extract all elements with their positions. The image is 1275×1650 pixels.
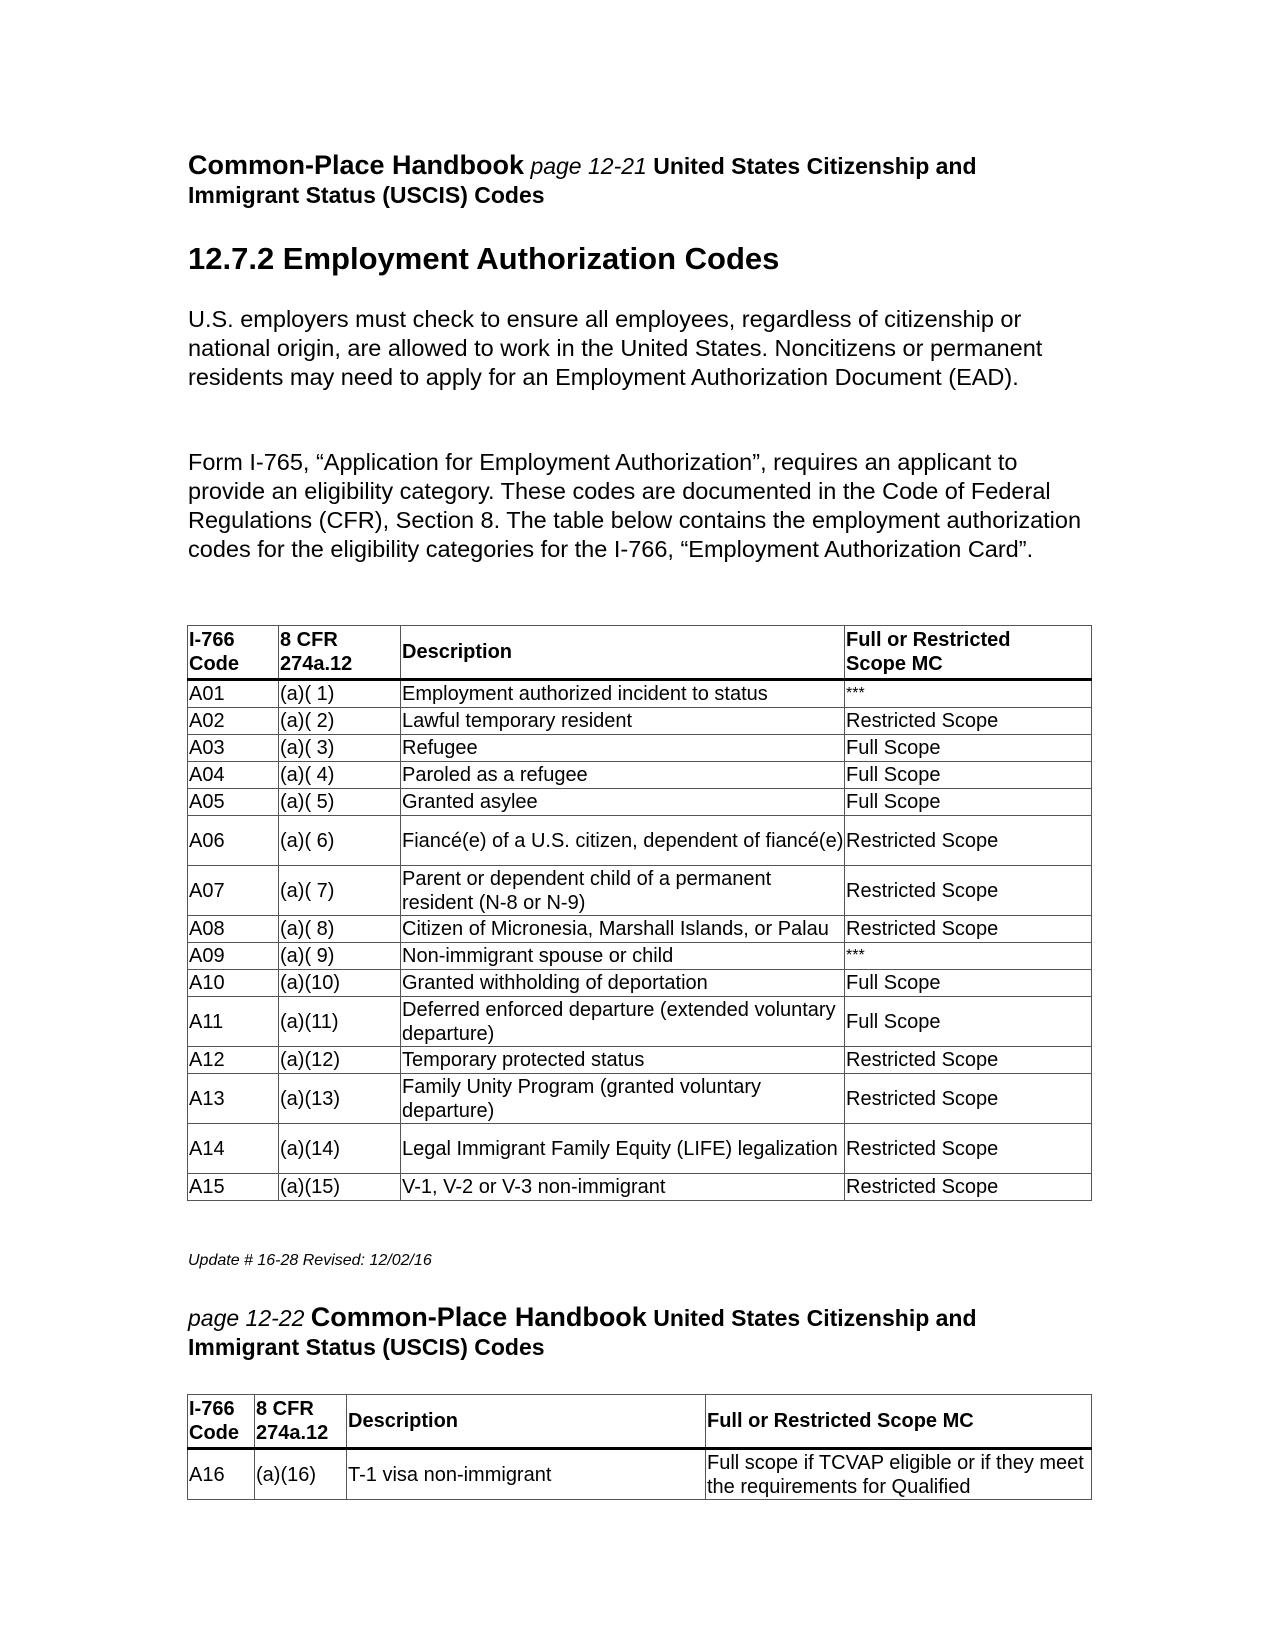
description-cell: V-1, V-2 or V-3 non-immigrant [401,1174,845,1201]
header-subject: United States Citizenship and Immigrant Status (USCIS) Codes [188,153,977,208]
code-cell: A05 [188,789,279,816]
description-cell: Refugee [401,735,845,762]
scope-cell: Restricted Scope [845,1047,1092,1074]
code-cell: A13 [188,1074,279,1124]
scope-cell: *** [845,943,1092,970]
table-row [188,1449,1092,1500]
description-cell: Family Unity Program (granted voluntary departure) [401,1074,845,1124]
description-cell: Fiancé(e) of a U.S. citizen, dependent of fiancé(e) [401,816,845,866]
description-cell: Granted withholding of deportation [401,970,845,997]
form-paragraph: Form I-765, “Application for Employment Authorization”, requires an applicant to provide an eligibility category. These codes are documented in the Code of Federal Regulations (CFR), Section 8. The table below contains the employment authorization codes for the eligibility categories for the I-766, “Employment Authorization Card”. [188,449,1082,562]
description-cell: Granted asylee [401,789,845,816]
table-row [188,1174,1092,1201]
table-row [188,916,1092,943]
table-row [188,762,1092,789]
intro-paragraph: U.S. employers must check to ensure all employees, regardless of citizenship or national origin, are allowed to work in the United States. Noncitizens or permanent residents may need to apply for an Employment Authorization Document (EAD). [188,306,1043,390]
table-header-row [188,1395,1092,1449]
scope-cell: Full Scope [845,789,1092,816]
header-scope: Full or Restricted Scope MC [845,626,1092,680]
cfr-cell: (a)( 2) [279,708,401,735]
scope-cell: Restricted Scope [845,1174,1092,1201]
description-cell: Paroled as a refugee [401,762,845,789]
description-cell: Temporary protected status [401,1047,845,1074]
scope-cell: Restricted Scope [845,816,1092,866]
table-row [188,866,1092,916]
table-row [188,970,1092,997]
table-header-row [188,626,1092,680]
code-cell: A01 [188,680,279,708]
table-row [188,1047,1092,1074]
scope-cell: Full Scope [845,762,1092,789]
table-row [188,1124,1092,1174]
code-cell: A14 [188,1124,279,1174]
code-cell: A16 [188,1449,255,1500]
header-description: Description [347,1395,706,1449]
code-cell: A03 [188,735,279,762]
table-row [188,708,1092,735]
scope-cell: Full scope if TCVAP eligible or if they meet the requirements for Qualified [706,1449,1092,1500]
update-revision-note: Update # 16-28 Revised: 12/02/16 [188,1252,432,1269]
description-cell: Lawful temporary resident [401,708,845,735]
cfr-cell: (a)(12) [279,1047,401,1074]
code-cell: A11 [188,997,279,1047]
header-cfr: 8 CFR 274a.12 [255,1395,347,1449]
description-cell: Employment authorized incident to status [401,680,845,708]
table-row [188,997,1092,1047]
cfr-cell: (a)( 8) [279,916,401,943]
code-cell: A12 [188,1047,279,1074]
cfr-cell: (a)(15) [279,1174,401,1201]
employment-codes-table [187,625,1092,1201]
handbook-title: Common-Place Handbook [188,150,525,180]
code-cell: A10 [188,970,279,997]
scope-cell: Restricted Scope [845,866,1092,916]
code-cell: A09 [188,943,279,970]
cfr-cell: (a)( 1) [279,680,401,708]
scope-cell: Restricted Scope [845,1074,1092,1124]
scope-cell: Full Scope [845,970,1092,997]
code-cell: A02 [188,708,279,735]
table-row [188,943,1092,970]
scope-cell: Full Scope [845,997,1092,1047]
table-row [188,680,1092,708]
cfr-cell: (a)( 6) [279,816,401,866]
cfr-cell: (a)(11) [279,997,401,1047]
cfr-cell: (a)( 7) [279,866,401,916]
description-cell: Deferred enforced departure (extended voluntary departure) [401,997,845,1047]
table-row [188,816,1092,866]
header-description: Description [401,626,845,680]
cfr-cell: (a)( 4) [279,762,401,789]
cfr-cell: (a)(13) [279,1074,401,1124]
header-code: I-766 Code [188,626,279,680]
cfr-cell: (a)( 3) [279,735,401,762]
description-cell: Citizen of Micronesia, Marshall Islands, or Palau [401,916,845,943]
header-scope: Full or Restricted Scope MC [706,1395,1092,1449]
description-cell: T-1 visa non-immigrant [347,1449,706,1500]
scope-cell: Restricted Scope [845,1124,1092,1174]
code-cell: A15 [188,1174,279,1201]
scope-cell: Full Scope [845,735,1092,762]
table-row [188,1074,1092,1124]
scope-cell: Restricted Scope [845,708,1092,735]
page-number: page 12-21 [530,153,647,179]
header-code: I-766 Code [188,1395,255,1449]
running-header-page-12-21 [188,151,1088,210]
cfr-cell: (a)( 5) [279,789,401,816]
code-cell: A04 [188,762,279,789]
table-row [188,789,1092,816]
cfr-cell: (a)(14) [279,1124,401,1174]
header-cfr: 8 CFR 274a.12 [279,626,401,680]
table-row [188,735,1092,762]
cfr-cell: (a)(16) [255,1449,347,1500]
cfr-cell: (a)( 9) [279,943,401,970]
header-subject: United States Citizenship and Immigrant Status (USCIS) Codes [188,1305,977,1360]
description-cell: Non-immigrant spouse or child [401,943,845,970]
code-cell: A08 [188,916,279,943]
scope-cell: *** [845,680,1092,708]
employment-codes-table-continued [187,1394,1092,1500]
page-number: page 12-22 [188,1305,305,1331]
handbook-title: Common-Place Handbook [310,1302,647,1332]
scope-cell: Restricted Scope [845,916,1092,943]
running-header-page-12-22 [188,1303,1088,1362]
cfr-cell: (a)(10) [279,970,401,997]
code-cell: A07 [188,866,279,916]
description-cell: Parent or dependent child of a permanent resident (N-8 or N-9) [401,866,845,916]
section-title: 12.7.2 Employment Authorization Codes [188,241,780,276]
description-cell: Legal Immigrant Family Equity (LIFE) legalization [401,1124,845,1174]
code-cell: A06 [188,816,279,866]
